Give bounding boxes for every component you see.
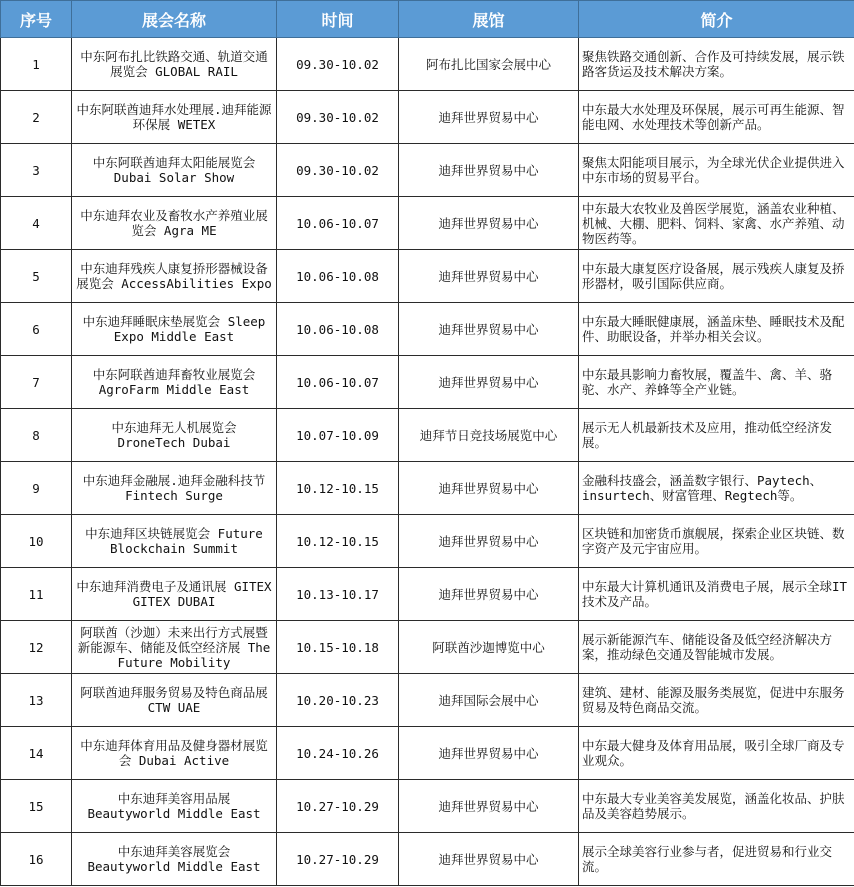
row-index: 10 <box>28 533 44 549</box>
exhibition-description-cell <box>579 833 854 886</box>
exhibition-name-cell <box>72 780 277 833</box>
exhibition-time-cell <box>277 38 399 91</box>
exhibition-name: 阿联酋（沙迦）未来出行方式展暨新能源车、储能及低空经济展 The Future Mobility <box>77 624 271 670</box>
exhibition-time: 09.30-10.02 <box>296 109 379 125</box>
exhibition-name: 中东迪拜消费电子及通讯展 GITEX GITEX DUBAI <box>76 579 272 609</box>
exhibition-venue-cell <box>399 91 579 144</box>
exhibition-venue: 阿布扎比国家会展中心 <box>425 56 551 72</box>
table-row <box>1 38 854 91</box>
exhibition-description-cell <box>579 303 854 356</box>
table-row <box>1 356 854 409</box>
exhibition-description-cell <box>579 356 854 409</box>
exhibition-venue: 迪拜世界贸易中心 <box>438 109 539 125</box>
row-index-cell <box>1 674 72 727</box>
exhibition-time-cell <box>277 780 399 833</box>
exhibition-time: 10.27-10.29 <box>296 798 379 814</box>
row-index-cell <box>1 621 72 674</box>
row-index-cell <box>1 356 72 409</box>
exhibition-description: 中东最大健身及体育用品展，吸引全球厂商及专业观众。 <box>582 738 845 768</box>
exhibition-description: 金融科技盛会，涵盖数字银行、Paytech、insurtech、财富管理、Regtech等。 <box>582 473 823 503</box>
exhibition-venue: 迪拜世界贸易中心 <box>438 480 539 496</box>
exhibition-time: 10.13-10.17 <box>296 586 379 602</box>
exhibition-time: 09.30-10.02 <box>296 56 379 72</box>
exhibition-time: 10.06-10.07 <box>296 374 379 390</box>
exhibition-time-cell <box>277 515 399 568</box>
exhibition-time: 10.07-10.09 <box>296 427 379 443</box>
exhibition-venue-cell <box>399 833 579 886</box>
row-index: 6 <box>32 321 40 337</box>
row-index-cell <box>1 144 72 197</box>
exhibition-time: 10.27-10.29 <box>296 851 379 867</box>
exhibition-description-cell <box>579 250 854 303</box>
exhibition-time: 10.06-10.08 <box>296 268 379 284</box>
exhibition-description: 展示无人机最新技术及应用，推动低空经济发展。 <box>582 420 833 450</box>
header-time: 时间 <box>277 1 399 38</box>
exhibition-description-cell <box>579 197 854 250</box>
exhibition-description: 中东最具影响力畜牧展，覆盖牛、禽、羊、骆驼、水产、养蜂等全产业链。 <box>582 367 833 397</box>
exhibition-description: 中东最大水处理及环保展，展示可再生能源、智能电网、水处理技术等创新产品。 <box>582 102 845 132</box>
exhibition-description: 聚焦铁路交通创新、合作及可持续发展，展示铁路客货运及技术解决方案。 <box>582 49 845 79</box>
exhibition-venue-cell <box>399 144 579 197</box>
row-index: 14 <box>28 745 44 761</box>
exhibition-name-cell <box>72 621 277 674</box>
table-row <box>1 91 854 144</box>
row-index: 11 <box>28 586 44 602</box>
exhibition-description: 中东最大计算机通讯及消费电子展，展示全球IT技术及产品。 <box>582 579 848 609</box>
exhibition-name-cell <box>72 197 277 250</box>
row-index-cell <box>1 833 72 886</box>
table-row <box>1 197 854 250</box>
exhibition-description: 中东最大农牧业及兽医学展览，涵盖农业种植、机械、大棚、肥料、饲料、家禽、水产养殖、动物医药等。 <box>582 200 845 246</box>
exhibition-name-cell <box>72 356 277 409</box>
header-row <box>1 1 854 38</box>
exhibition-time-cell <box>277 568 399 621</box>
exhibition-name: 阿联酋迪拜服务贸易及特色商品展 CTW UAE <box>80 685 268 715</box>
table-row <box>1 462 854 515</box>
header-index: 序号 <box>1 1 72 38</box>
table-row <box>1 780 854 833</box>
exhibition-name-cell <box>72 250 277 303</box>
row-index: 1 <box>32 56 40 72</box>
exhibition-name: 中东阿布扎比铁路交通、轨道交通展览会 GLOBAL RAIL <box>80 49 268 79</box>
exhibition-time-cell <box>277 303 399 356</box>
exhibition-venue: 迪拜世界贸易中心 <box>438 798 539 814</box>
exhibition-venue: 迪拜世界贸易中心 <box>438 533 539 549</box>
exhibition-time-cell <box>277 727 399 780</box>
exhibition-time-cell <box>277 409 399 462</box>
exhibition-description-cell <box>579 409 854 462</box>
exhibition-venue: 迪拜世界贸易中心 <box>438 745 539 761</box>
exhibition-name: 中东阿联酋迪拜畜牧业展览会 AgroFarm Middle East <box>92 367 256 397</box>
row-index: 4 <box>32 215 40 231</box>
row-index-cell <box>1 91 72 144</box>
row-index-cell <box>1 250 72 303</box>
exhibition-description: 展示新能源汽车、储能设备及低空经济解决方案，推动绿色交通及智能城市发展。 <box>582 632 833 662</box>
row-index-cell <box>1 727 72 780</box>
exhibition-description: 中东最大康复医疗设备展，展示残疾人康复及挢形器材，吸引国际供应商。 <box>582 261 845 291</box>
exhibition-name: 中东迪拜睡眠床垫展览会 Sleep Expo Middle East <box>82 314 266 344</box>
exhibition-time: 10.06-10.08 <box>296 321 379 337</box>
exhibition-description: 中东最大睡眠健康展，涵盖床垫、睡眠技术及配件、助眠设备，并举办相关会议。 <box>582 314 845 344</box>
exhibition-name-cell <box>72 515 277 568</box>
exhibition-name: 中东迪拜残疾人康复挢形器械设备展览会 AccessAbilities Expo <box>76 261 272 291</box>
exhibition-description: 区块链和加密货币旗舰展，探索企业区块链、数字资产及元宇宙应用。 <box>582 526 845 556</box>
exhibition-time: 10.12-10.15 <box>296 480 379 496</box>
exhibition-name-cell <box>72 303 277 356</box>
exhibition-time: 10.24-10.26 <box>296 745 379 761</box>
exhibition-time: 10.20-10.23 <box>296 692 379 708</box>
row-index: 5 <box>32 268 40 284</box>
exhibition-time-cell <box>277 621 399 674</box>
exhibition-time-cell <box>277 462 399 515</box>
exhibition-description-cell <box>579 515 854 568</box>
exhibition-name: 中东迪拜区块链展览会 Future Blockchain Summit <box>85 526 263 556</box>
row-index: 13 <box>28 692 44 708</box>
exhibition-name-cell <box>72 409 277 462</box>
table-row <box>1 409 854 462</box>
exhibition-description-cell <box>579 144 854 197</box>
row-index: 15 <box>28 798 44 814</box>
exhibition-description-cell <box>579 780 854 833</box>
exhibition-name-cell <box>72 144 277 197</box>
exhibition-description: 建筑、建材、能源及服务类展览，促进中东服务贸易及特色商品交流。 <box>582 685 845 715</box>
exhibition-time: 09.30-10.02 <box>296 162 379 178</box>
table-body <box>1 38 854 886</box>
exhibition-venue-cell <box>399 38 579 91</box>
exhibition-venue-cell <box>399 780 579 833</box>
exhibition-description-cell <box>579 91 854 144</box>
row-index-cell <box>1 409 72 462</box>
exhibition-name: 中东阿联酋迪拜水处理展.迪拜能源环保展 WETEX <box>76 102 272 132</box>
exhibition-description: 中东最大专业美容美发展览，涵盖化妆品、护肤品及美容趋势展示。 <box>582 791 845 821</box>
row-index-cell <box>1 38 72 91</box>
table-header <box>1 1 854 38</box>
table-row <box>1 568 854 621</box>
exhibition-venue-cell <box>399 303 579 356</box>
exhibition-venue-cell <box>399 727 579 780</box>
row-index: 3 <box>32 162 40 178</box>
exhibition-venue: 迪拜世界贸易中心 <box>438 851 539 867</box>
exhibition-venue-cell <box>399 250 579 303</box>
exhibition-time-cell <box>277 833 399 886</box>
row-index-cell <box>1 515 72 568</box>
exhibition-time-cell <box>277 197 399 250</box>
exhibition-name: 中东迪拜美容用品展 Beautyworld Middle East <box>87 791 261 821</box>
exhibition-time-cell <box>277 674 399 727</box>
exhibition-venue: 迪拜世界贸易中心 <box>438 215 539 231</box>
exhibition-time-cell <box>277 356 399 409</box>
table-row <box>1 674 854 727</box>
row-index-cell <box>1 462 72 515</box>
exhibition-description-cell <box>579 568 854 621</box>
exhibition-venue: 迪拜节日竞技场展览中心 <box>419 427 558 443</box>
header-description: 简介 <box>579 1 854 38</box>
exhibition-description-cell <box>579 462 854 515</box>
row-index: 9 <box>32 480 40 496</box>
header-name: 展会名称 <box>72 1 277 38</box>
exhibition-venue: 迪拜世界贸易中心 <box>438 586 539 602</box>
row-index: 8 <box>32 427 40 443</box>
table-row <box>1 515 854 568</box>
exhibition-venue-cell <box>399 462 579 515</box>
row-index-cell <box>1 197 72 250</box>
exhibition-description: 聚焦太阳能项目展示，为全球光伏企业提供进入中东市场的贸易平台。 <box>582 155 845 185</box>
exhibition-name-cell <box>72 38 277 91</box>
exhibition-venue-cell <box>399 568 579 621</box>
row-index-cell <box>1 568 72 621</box>
exhibition-venue-cell <box>399 621 579 674</box>
table-row <box>1 144 854 197</box>
exhibition-venue-cell <box>399 197 579 250</box>
exhibition-name: 中东阿联酋迪拜太阳能展览会 Dubai Solar Show <box>92 155 256 185</box>
exhibition-venue-cell <box>399 674 579 727</box>
exhibition-venue: 迪拜世界贸易中心 <box>438 162 539 178</box>
table-row <box>1 303 854 356</box>
exhibition-description-cell <box>579 621 854 674</box>
exhibition-description-cell <box>579 38 854 91</box>
exhibition-time: 10.15-10.18 <box>296 639 379 655</box>
exhibition-time: 10.06-10.07 <box>296 215 379 231</box>
row-index-cell <box>1 303 72 356</box>
row-index-cell <box>1 780 72 833</box>
exhibition-name: 中东迪拜体育用品及健身器材展览会 Dubai Active <box>80 738 268 768</box>
row-index: 2 <box>32 109 40 125</box>
exhibition-name: 中东迪拜农业及畜牧水产养殖业展览会 Agra ME <box>80 208 268 238</box>
exhibition-name-cell <box>72 91 277 144</box>
row-index: 16 <box>28 851 44 867</box>
exhibition-venue-cell <box>399 356 579 409</box>
exhibition-venue-cell <box>399 409 579 462</box>
exhibition-name: 中东迪拜美容展览会 Beautyworld Middle East <box>87 844 261 874</box>
exhibition-name: 中东迪拜无人机展览会 DroneTech Dubai <box>111 420 237 450</box>
exhibition-name-cell <box>72 727 277 780</box>
exhibition-name-cell <box>72 568 277 621</box>
table-row <box>1 833 854 886</box>
exhibition-venue: 迪拜世界贸易中心 <box>438 268 539 284</box>
row-index: 7 <box>32 374 40 390</box>
table-row <box>1 727 854 780</box>
exhibition-time-cell <box>277 91 399 144</box>
table-row <box>1 621 854 674</box>
exhibition-time: 10.12-10.15 <box>296 533 379 549</box>
exhibition-venue: 迪拜世界贸易中心 <box>438 374 539 390</box>
exhibition-description-cell <box>579 727 854 780</box>
exhibition-venue: 阿联酋沙迦博览中心 <box>432 639 545 655</box>
header-venue: 展馆 <box>399 1 579 38</box>
exhibition-venue: 迪拜国际会展中心 <box>438 692 539 708</box>
exhibition-name-cell <box>72 833 277 886</box>
exhibition-time-cell <box>277 250 399 303</box>
exhibition-description: 展示全球美容行业参与者，促进贸易和行业交流。 <box>582 844 833 874</box>
exhibition-time-cell <box>277 144 399 197</box>
row-index: 12 <box>28 639 44 655</box>
exhibition-venue: 迪拜世界贸易中心 <box>438 321 539 337</box>
exhibition-name: 中东迪拜金融展.迪拜金融科技节 Fintech Surge <box>82 473 266 503</box>
exhibition-name-cell <box>72 462 277 515</box>
exhibition-description-cell <box>579 674 854 727</box>
exhibition-venue-cell <box>399 515 579 568</box>
exhibition-name-cell <box>72 674 277 727</box>
table-row <box>1 250 854 303</box>
